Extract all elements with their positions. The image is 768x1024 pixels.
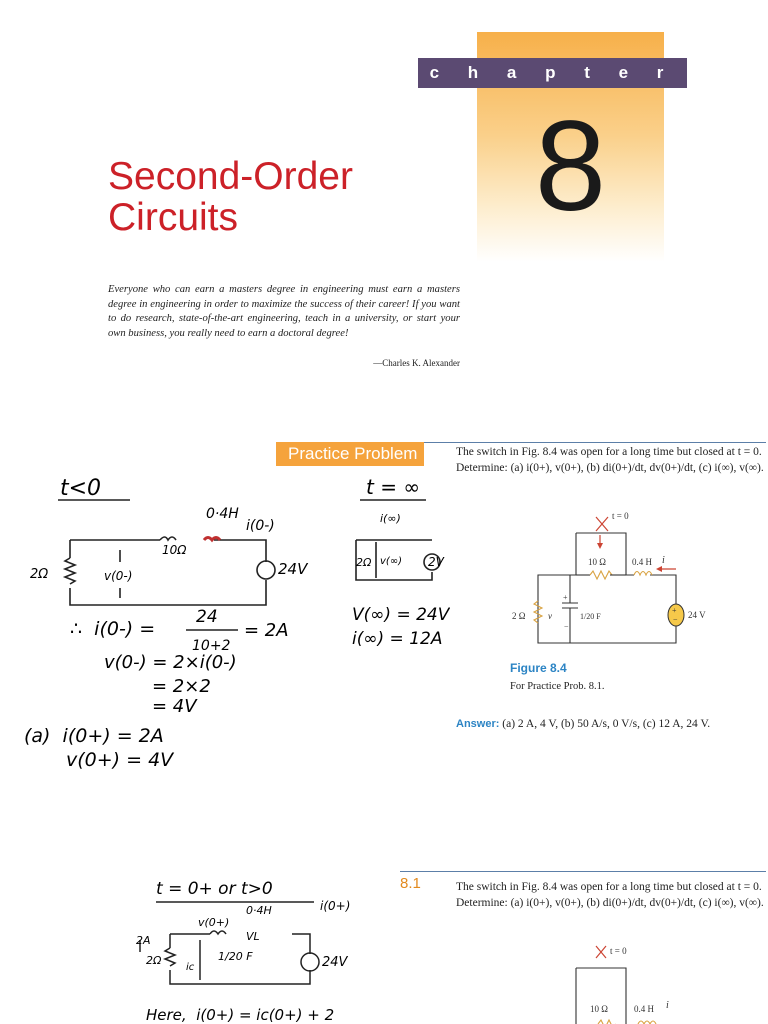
note-t-pos: t = 0+ or t>0 xyxy=(156,879,273,899)
answer xyxy=(456,718,710,730)
chapter-title-line2: Circuits xyxy=(108,196,239,239)
inductor-label-2: 0.4 H xyxy=(634,1004,654,1014)
note-v-inf: V(∞) = 24V xyxy=(352,605,450,625)
note-ind2: 0·4H xyxy=(246,904,272,917)
svg-text:−: − xyxy=(564,622,569,631)
note-src2: 24V xyxy=(322,955,348,970)
note-r-inf: 2Ω xyxy=(356,556,372,569)
note-t-neg: t<0 xyxy=(60,476,102,501)
answer-label: Answer: xyxy=(456,718,500,730)
note-r2: 2Ω xyxy=(30,567,49,582)
note-here: Here, i(0+) = ic(0+) + 2 xyxy=(146,1006,335,1024)
resistor-left-label: 2 Ω xyxy=(512,611,526,621)
epigraph-author: —Charles K. Alexander xyxy=(373,358,460,368)
note-r2b: 2Ω xyxy=(146,954,162,967)
note-cap2: 1/20 F xyxy=(218,950,253,963)
note-r10: 10Ω xyxy=(162,543,187,557)
problem-line-1: The switch in Fig. 8.4 was open for a long time but closed at t = 0. xyxy=(456,446,762,458)
note-ic: ic xyxy=(186,962,195,973)
answer-text: (a) 2 A, 4 V, (b) 50 A/s, 0 V/s, (c) 12 A, 24 V. xyxy=(502,718,711,730)
svg-text:+: + xyxy=(672,606,677,615)
eq1-right: = 2A xyxy=(244,620,289,641)
circuit-wire xyxy=(538,533,676,643)
eq3: = 2×2 xyxy=(152,676,211,697)
resistor-top-label-2: 10 Ω xyxy=(590,1004,608,1014)
switch-label: t = 0 xyxy=(612,511,629,521)
note-i-inf: i(∞) = 12A xyxy=(352,629,443,649)
practice-problem-banner: Practice Problem 8.1 xyxy=(276,442,424,466)
circuit-wire-top xyxy=(576,533,634,575)
source-label: 24 V xyxy=(688,610,706,620)
switch-x xyxy=(596,517,608,531)
circuit-figure-2 xyxy=(560,940,710,1024)
chapter-word: c h a p t e r xyxy=(429,63,676,82)
answer-a-line2: v(0+) = 4V xyxy=(66,749,174,771)
resistor-top-label: 10 Ω xyxy=(588,557,606,567)
figure-description: For Practice Prob. 8.1. xyxy=(510,681,605,692)
answer-a-line1: (a) i(0+) = 2A xyxy=(24,725,164,747)
svg-text:+: + xyxy=(563,593,568,602)
handwritten-notes-top xyxy=(0,470,450,780)
switch-arrow xyxy=(597,543,603,549)
problem2-line-1: The switch in Fig. 8.4 was open for a long time but closed at t = 0. xyxy=(456,881,762,893)
note-src: 24V xyxy=(278,560,308,578)
practice-number: 8.1 xyxy=(400,875,421,892)
note-v-inf-label: v(∞) xyxy=(380,556,403,567)
switch-label-2: t = 0 xyxy=(610,946,627,956)
problem-line-2: Determine: (a) i(0+), v(0+), (b) di(0+)/dt, dv(0+)/dt, (c) i(∞), v(∞). xyxy=(456,462,764,474)
capacitor-symbol xyxy=(562,575,578,643)
note-i0p: i(0+) xyxy=(320,899,351,913)
problem-statement-2 xyxy=(456,879,768,911)
note-i-inf-label: i(∞) xyxy=(380,512,401,525)
current-arrow xyxy=(656,566,662,572)
eq4: = 4V xyxy=(152,696,197,717)
note-i-label: i(0-) xyxy=(246,518,275,534)
eq1-left: ∴ i(0-) = xyxy=(70,618,162,640)
current-label: i xyxy=(662,555,665,566)
chapter-title-line1: Second-Order xyxy=(108,155,353,198)
svg-text:−: − xyxy=(673,615,678,624)
eq1-den: 10+2 xyxy=(192,638,231,654)
problem-statement xyxy=(456,444,768,476)
inductor-label: 0.4 H xyxy=(632,557,652,567)
note-v0p: v(0+) xyxy=(198,916,230,929)
eq2: v(0-) = 2×i(0-) xyxy=(104,652,237,673)
circuit-figure xyxy=(500,505,730,655)
note-inductor: 0·4H xyxy=(206,506,239,522)
eq1-num: 24 xyxy=(196,607,218,627)
section-rule-2 xyxy=(400,871,766,872)
resistor-10-symbol xyxy=(590,571,612,579)
figure-caption: Figure 8.4 xyxy=(510,661,567,675)
note-2a: 2A xyxy=(136,934,151,947)
voltage-label: v xyxy=(548,611,552,621)
inductor-symbol xyxy=(634,572,652,576)
capacitor-label: 1/20 F xyxy=(580,612,601,621)
note-src-inf: 2V xyxy=(428,555,444,569)
current-label-2: i xyxy=(666,1000,669,1011)
note-v-label: v(0-) xyxy=(104,569,133,583)
problem2-line-2: Determine: (a) i(0+), v(0+), (b) di(0+)/dt, dv(0+)/dt, (c) i(∞), v(∞). xyxy=(456,897,764,909)
chapter-number: 8 xyxy=(534,95,607,238)
handwritten-notes-bottom xyxy=(100,874,400,1024)
note-t-inf: t = ∞ xyxy=(366,475,420,499)
note-vl: VL xyxy=(246,930,260,943)
chapter-title xyxy=(108,156,448,238)
epigraph: Everyone who can earn a masters degree in engineering must earn a masters degree in engineering in order to maximize the success of their career! If you want to do research, state-of-the-art engineering, teach in a university, or start your own business, you really need to earn a doctoral degree! xyxy=(108,284,460,339)
